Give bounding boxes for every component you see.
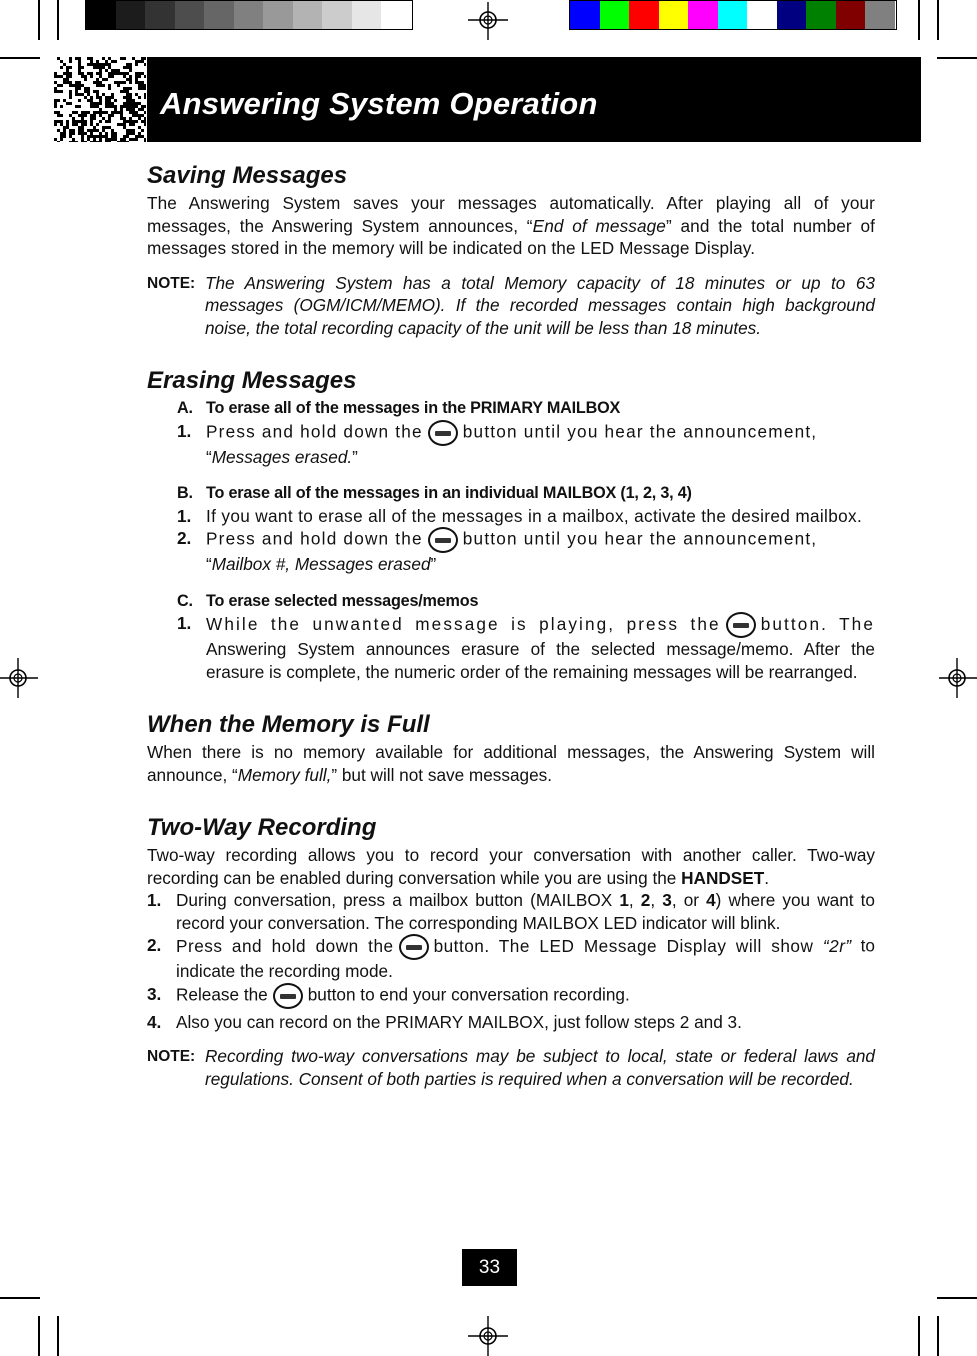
erase-group-a — [177, 397, 875, 683]
section-title-memory-full: When the Memory is Full — [147, 711, 430, 738]
recording-step: 1. During conversation, press a mailbox button (MAILBOX 1, 2, 3, or 4) where you want to record your conversation. The corresponding MAILBOX LED indicator will blink. — [147, 890, 875, 933]
step-number: 1. — [177, 505, 192, 526]
color-swatch — [145, 1, 175, 29]
text: Answering System announces erasure of the selected message/memo. After the erasure is complete, the numeric order of the remaining messages will be rearranged. — [206, 639, 875, 682]
crop-mark — [937, 0, 939, 40]
two-way-intro — [147, 844, 875, 889]
text: ” but will not save messages. — [331, 764, 553, 785]
erase-step — [177, 505, 875, 528]
crop-mark — [38, 0, 40, 40]
text: Press and hold down the — [176, 935, 394, 956]
group-heading: To erase all of the messages in an individual MAILBOX (1, 2, 3, 4) — [206, 484, 692, 502]
step-number: 1. — [177, 613, 192, 633]
crop-mark — [937, 57, 977, 59]
note-label: NOTE: — [147, 1048, 196, 1065]
note-text: Recording two-way conversations may be subject to local, state or federal laws and regulations. Consent of both parties is required when a conversation will be recorded. — [205, 1046, 875, 1089]
saving-paragraph — [147, 192, 875, 260]
memory-full-paragraph — [147, 741, 875, 786]
recording-step — [147, 1011, 875, 1034]
color-swatch — [263, 1, 293, 29]
text: When there is no memory available for additional messages, the Answering System will announce, “ — [147, 742, 875, 785]
group-label: C. — [177, 591, 193, 610]
color-swatch — [381, 1, 411, 29]
note-label: NOTE: — [147, 274, 196, 292]
record-button-icon — [273, 983, 303, 1009]
bold-text: 4 — [706, 890, 716, 910]
crop-mark — [0, 57, 40, 59]
italic-text: Memory full, — [237, 764, 332, 785]
note-text: The Answering System has a total Memory capacity of 18 minutes or up to 63 messages (OGM/ICM/MEMO). If the recorded messages contain high background noise, the total recording capacity of the unit will be less than 18 minutes. — [205, 272, 875, 338]
italic-text: Mailbox #, Messages erased — [211, 554, 431, 574]
led-display-code: “2r” — [822, 935, 852, 956]
italic-text: End of message — [532, 215, 666, 236]
color-swatch — [600, 1, 630, 29]
text: button. The LED Message Display will show — [433, 935, 814, 956]
group-heading: To erase selected messages/memos — [206, 591, 479, 610]
text: button until you hear the announcement, — [462, 421, 818, 442]
page-title: Answering System Operation — [160, 86, 598, 121]
recording-step — [147, 983, 875, 1009]
text: Two-way recording allows you to record your conversation with another caller. Two-way recording can be enabled during conversation while you are using the — [147, 845, 875, 888]
record-button-icon — [399, 934, 429, 960]
color-swatch — [836, 1, 866, 29]
delete-button-icon — [726, 612, 756, 638]
text: ) where you want to record your conversation. The corresponding MAILBOX LED indicator will blink. — [176, 890, 875, 933]
step-number: 4. — [147, 1011, 162, 1032]
step-number: 3. — [147, 983, 162, 1004]
step-text: Also you can record on the PRIMARY MAILBOX, just follow steps 2 and 3. — [176, 1011, 742, 1032]
color-swatch — [747, 1, 777, 29]
text: ” and the total number of messages stored in the memory will be indicated on the LED Message Display. — [147, 215, 875, 258]
group-label: A. — [177, 399, 193, 417]
registration-mark-icon — [937, 658, 977, 698]
crop-mark — [57, 1316, 59, 1356]
page-content — [147, 160, 875, 1090]
erase-step: 2. Press and hold down the button until you hear the announcement, “Mailbox #, Messages erased” — [177, 528, 818, 574]
color-swatch — [629, 1, 659, 29]
delete-button-icon — [428, 420, 458, 446]
crop-mark — [38, 1316, 40, 1356]
step-number: 1. — [147, 890, 162, 910]
color-swatch — [352, 1, 382, 29]
color-swatch — [175, 1, 205, 29]
text: button until you hear the announcement, — [462, 528, 818, 549]
erase-step — [177, 612, 875, 683]
color-swatch — [865, 1, 895, 29]
text: Release the — [176, 984, 268, 1005]
erase-step: 1. Press and hold down the button until you hear the announcement, “Messages erased.” — [177, 420, 818, 467]
color-swatch — [116, 1, 146, 29]
text: Press and hold down the — [206, 421, 423, 442]
color-swatch — [659, 1, 689, 29]
italic-text: Messages erased. — [211, 446, 353, 467]
registration-mark-icon — [468, 1316, 508, 1356]
step-text: If you want to erase all of the messages in a mailbox, activate the desired mailbox. — [206, 505, 863, 526]
halftone-pattern-icon — [54, 57, 146, 142]
text: The Answering System saves your messages automatically. After playing all of your messages, the Answering System announces, “ — [147, 193, 875, 236]
note-two-way — [147, 1045, 875, 1090]
crop-mark — [918, 0, 920, 40]
bold-text: 2 — [640, 890, 651, 910]
crop-mark — [0, 1297, 40, 1299]
crop-mark — [937, 1316, 939, 1356]
color-swatch — [86, 1, 116, 29]
bold-text: HANDSET — [681, 867, 765, 888]
registration-mark-icon — [0, 658, 40, 698]
color-swatch — [293, 1, 323, 29]
step-number: 2. — [147, 935, 162, 955]
color-swatch — [718, 1, 748, 29]
crop-mark — [57, 0, 59, 40]
text: . — [764, 867, 769, 888]
text: to indicate the recording mode. — [176, 935, 875, 981]
page-number: 33 — [462, 1249, 517, 1286]
color-swatch — [234, 1, 264, 29]
bold-text: 1 — [619, 890, 629, 910]
color-swatch — [204, 1, 234, 29]
text: button. The — [760, 613, 875, 634]
bold-text: 3 — [662, 890, 672, 910]
section-title-two-way: Two-Way Recording — [147, 814, 377, 841]
registration-mark-icon — [468, 2, 508, 42]
section-title-saving: Saving Messages — [147, 162, 348, 189]
section-title-erasing: Erasing Messages — [147, 367, 357, 394]
color-swatch — [570, 1, 600, 29]
text: , or — [671, 890, 699, 910]
crop-mark — [937, 1297, 977, 1299]
color-calibration-bar — [569, 0, 897, 30]
color-swatch — [688, 1, 718, 29]
recording-step — [147, 934, 875, 983]
crop-mark — [918, 1316, 920, 1356]
group-label: B. — [177, 484, 193, 502]
grayscale-color-bar — [85, 0, 413, 30]
step-number: 2. — [177, 528, 192, 548]
step-number: 1. — [177, 420, 192, 441]
text: button to end your conversation recording. — [307, 984, 630, 1005]
delete-button-icon — [428, 527, 458, 553]
note-saving — [147, 272, 875, 340]
group-heading: To erase all of the messages in the PRIMARY MAILBOX — [206, 399, 621, 417]
text: Press and hold down the — [206, 528, 423, 549]
color-swatch — [806, 1, 836, 29]
text: During conversation, press a mailbox button (MAILBOX — [176, 890, 613, 910]
color-swatch — [322, 1, 352, 29]
text: While the unwanted message is playing, press the — [206, 613, 721, 634]
color-swatch — [777, 1, 807, 29]
